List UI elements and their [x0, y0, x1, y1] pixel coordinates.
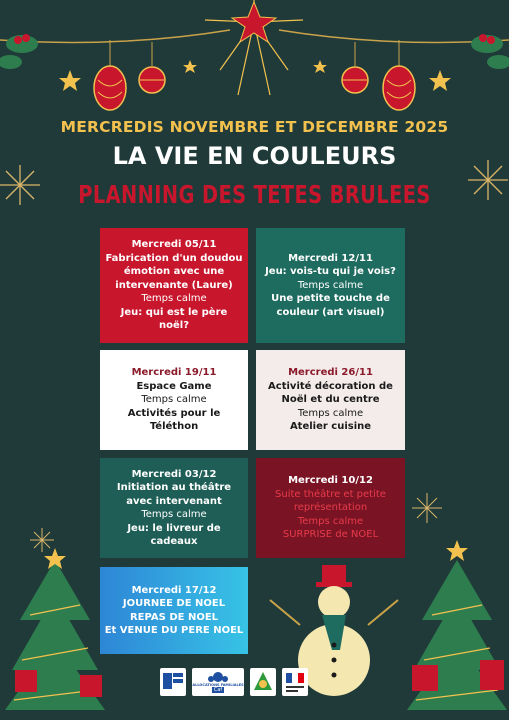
card-activity: REPAS DE NOEL — [129, 611, 219, 623]
card-title: Mercredi 03/12 — [131, 468, 217, 480]
card-activity: Une petite touche de couleur (art visuel) — [271, 293, 390, 318]
card-mercredi-26-11 — [256, 350, 405, 450]
header-title: LA VIE EN COULEURS — [112, 142, 397, 170]
header-subtitle: PLANNING DES TETES BRULEES — [78, 180, 431, 209]
card-activity: Temps calme — [141, 509, 207, 520]
holly-right-icon — [471, 34, 509, 69]
card-mercredi-03-12 — [100, 458, 248, 558]
holly-left-icon — [0, 34, 38, 69]
card-title: Mercredi 19/11 — [131, 367, 217, 379]
logo-republique — [282, 668, 308, 696]
card-activity: Fabrication d'un doudou émotion avec une intervenante (Laure) — [105, 252, 243, 291]
card-activity: SURPRISE de NOEL — [282, 529, 379, 541]
card-mercredi-10-12 — [256, 458, 405, 558]
center-star-icon — [232, 2, 276, 42]
logo-leisure — [250, 668, 276, 696]
logo-caf — [192, 668, 244, 696]
card-activity: Temps calme — [141, 293, 207, 305]
card-title: Mercredi 10/12 — [288, 475, 373, 487]
card-activity: JOURNEE DE NOEL — [122, 598, 226, 609]
card-activity: Temps calme — [297, 515, 364, 527]
card-mercredi-17-12 — [100, 567, 248, 654]
christmas-tree-right-icon — [407, 540, 507, 710]
card-title: Mercredi 26/11 — [288, 367, 373, 379]
logo-caf-text: ALLOCATIONS FAMILIALES — [192, 683, 244, 687]
card-mercredi-05-11 — [100, 228, 248, 343]
card-title: Mercredi 05/11 — [131, 239, 217, 251]
card-activity: Activités pour le Téléthon — [127, 407, 221, 433]
card-activity: Temps calme — [141, 394, 207, 406]
ornament-icons — [94, 40, 415, 110]
card-mercredi-12-11 — [256, 228, 405, 343]
header-dates: MERCREDIS NOVEMBRE ET DECEMBRE 2025 — [60, 118, 449, 136]
snowflake-left-icon — [0, 165, 40, 205]
christmas-tree-left-icon — [5, 548, 105, 710]
card-activity: Activité décoration de Noël et du centre — [268, 380, 393, 406]
card-title: Mercredi 12/11 — [288, 252, 373, 264]
partner-logos — [160, 668, 308, 698]
card-activity: Temps calme — [297, 407, 364, 419]
card-activity: Et VENUE DU PERE NOEL — [104, 625, 244, 636]
card-title: Mercredi 17/12 — [131, 584, 217, 596]
card-activity: Jeu: vois-tu qui je vois? — [265, 266, 396, 278]
card-activity: Espace Game — [136, 380, 212, 392]
card-activity: Atelier cuisine — [289, 421, 372, 433]
card-activity: Temps calme — [297, 279, 364, 291]
logo-city — [160, 668, 186, 696]
logo-caf-short: Caf — [213, 687, 223, 693]
card-activity: Jeu: le livreur de cadeaux — [127, 522, 221, 547]
card-activity: Initiation au théâtre avec intervenant — [116, 482, 232, 507]
card-activity: Jeu: qui est le père noël? — [120, 306, 228, 332]
card-activity: Suite théâtre et petite représentation — [275, 488, 386, 514]
card-mercredi-19-11 — [100, 350, 248, 450]
